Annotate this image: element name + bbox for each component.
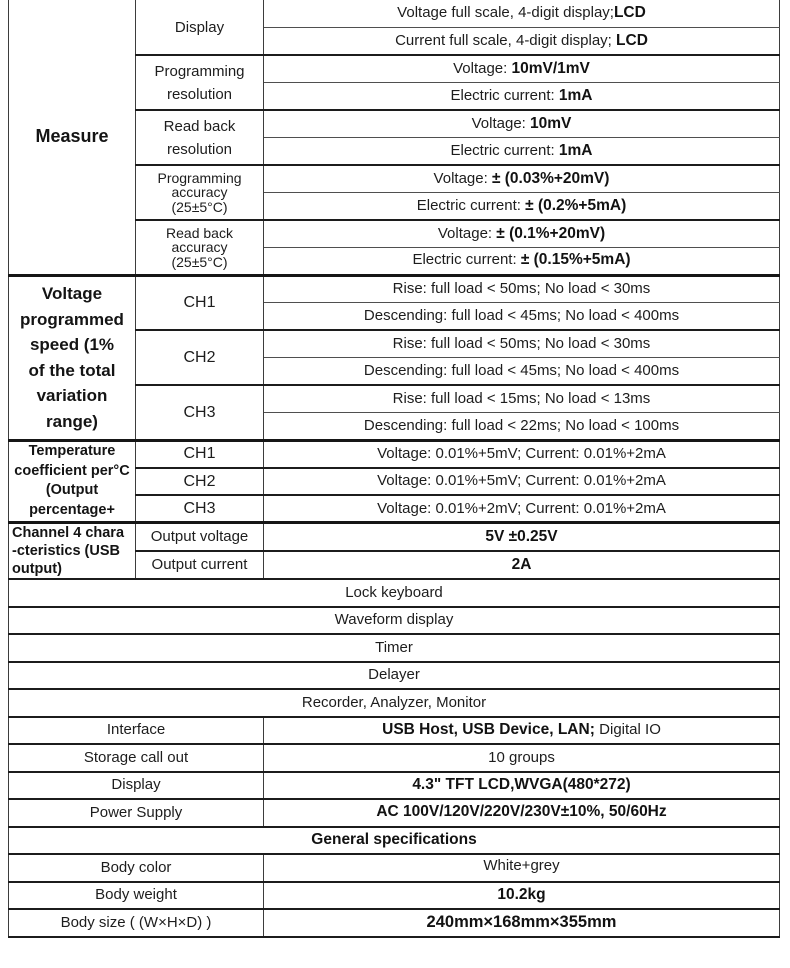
row-ch1-rise bbox=[9, 275, 780, 303]
cell-power-label: Power Supply bbox=[9, 799, 264, 827]
cell-display-voltage: Voltage full scale, 4-digit display;LCD bbox=[264, 0, 780, 28]
cell-tempco-ch2: CH2 bbox=[136, 468, 264, 496]
cell-interface-label: Interface bbox=[9, 717, 264, 745]
cell-tempco-ch3-value: Voltage: 0.01%+2mV; Current: 0.01%+2mA bbox=[264, 495, 780, 523]
cell-readacc-current: Electric current: ± (0.15%+5mA) bbox=[264, 248, 780, 276]
row-body-color bbox=[9, 854, 780, 882]
feature-lock-keyboard: Lock keyboard bbox=[9, 579, 780, 607]
cell-readacc-label: Read back accuracy (25±5°C) bbox=[136, 220, 264, 275]
cell-ch3-rise: Rise: full load < 15ms; No load < 13ms bbox=[264, 385, 780, 413]
cell-display-label: Display bbox=[136, 0, 264, 55]
feature-timer: Timer bbox=[9, 634, 780, 662]
cell-power-value: AC 100V/120V/220V/230V±10%, 50/60Hz bbox=[264, 799, 780, 827]
cell-body-size-label: Body size ( (W×H×D) ) bbox=[9, 909, 264, 937]
general-specifications-header: General specifications bbox=[9, 827, 780, 855]
cell-speed-ch2: CH2 bbox=[136, 330, 264, 385]
cell-readres-voltage: Voltage: 10mV bbox=[264, 110, 780, 138]
cell-body-color-label: Body color bbox=[9, 854, 264, 882]
cell-progacc-voltage: Voltage: ± (0.03%+20mV) bbox=[264, 165, 780, 193]
row-interface bbox=[9, 717, 780, 745]
cell-tempco-ch1: CH1 bbox=[136, 440, 264, 468]
measure-title: Measure bbox=[35, 125, 109, 146]
row-display-voltage bbox=[9, 0, 780, 28]
cell-storage-label: Storage call out bbox=[9, 744, 264, 772]
cell-tempco-ch2-value: Voltage: 0.01%+5mV; Current: 0.01%+2mA bbox=[264, 468, 780, 496]
spec-table bbox=[8, 0, 780, 938]
row-feature-timer bbox=[9, 634, 780, 662]
cell-usb-title: Channel 4 chara -cteristics (USB output) bbox=[9, 523, 136, 580]
row-general-header bbox=[9, 827, 780, 855]
cell-tempco-title: Temperature coefficient per°C (Output percentage+ bbox=[9, 440, 136, 523]
row-body-size bbox=[9, 909, 780, 937]
row-feature-recorder bbox=[9, 689, 780, 717]
cell-ch1-desc: Descending: full load < 45ms; No load < 400ms bbox=[264, 303, 780, 331]
cell-progres-label: Programming resolution bbox=[136, 55, 264, 110]
cell-ch3-desc: Descending: full load < 22ms; No load < 100ms bbox=[264, 413, 780, 441]
cell-readacc-voltage: Voltage: ± (0.1%+20mV) bbox=[264, 220, 780, 248]
cell-speed-ch3: CH3 bbox=[136, 385, 264, 440]
row-storage bbox=[9, 744, 780, 772]
feature-waveform-display: Waveform display bbox=[9, 607, 780, 635]
cell-tempco-ch1-value: Voltage: 0.01%+5mV; Current: 0.01%+2mA bbox=[264, 440, 780, 468]
cell-body-size-value: 240mm×168mm×355mm bbox=[264, 909, 780, 937]
cell-progres-voltage: Voltage: 10mV/1mV bbox=[264, 55, 780, 83]
row-display-spec bbox=[9, 772, 780, 800]
row-feature-waveform bbox=[9, 607, 780, 635]
cell-ch2-rise: Rise: full load < 50ms; No load < 30ms bbox=[264, 330, 780, 358]
cell-body-weight-value: 10.2kg bbox=[264, 882, 780, 910]
row-feature-lock-keyboard bbox=[9, 579, 780, 607]
cell-displayspec-label: Display bbox=[9, 772, 264, 800]
cell-usb-voltage-value: 5V ±0.25V bbox=[264, 523, 780, 551]
cell-displayspec-value: 4.3" TFT LCD,WVGA(480*272) bbox=[264, 772, 780, 800]
row-body-weight bbox=[9, 882, 780, 910]
cell-measure-title bbox=[9, 0, 136, 275]
cell-usb-voltage-label: Output voltage bbox=[136, 523, 264, 551]
cell-usb-current-value: 2A bbox=[264, 551, 780, 579]
cell-display-current: Current full scale, 4-digit display; LCD bbox=[264, 28, 780, 56]
cell-body-color-value: White+grey bbox=[264, 854, 780, 882]
cell-progacc-label: Programming accuracy (25±5°C) bbox=[136, 165, 264, 220]
cell-readres-label: Read back resolution bbox=[136, 110, 264, 165]
row-tempco-ch1 bbox=[9, 440, 780, 468]
cell-usb-current-label: Output current bbox=[136, 551, 264, 579]
feature-delayer: Delayer bbox=[9, 662, 780, 690]
feature-recorder-analyzer-monitor: Recorder, Analyzer, Monitor bbox=[9, 689, 780, 717]
row-feature-delayer bbox=[9, 662, 780, 690]
cell-ch2-desc: Descending: full load < 45ms; No load < 400ms bbox=[264, 358, 780, 386]
cell-body-weight-label: Body weight bbox=[9, 882, 264, 910]
cell-interface-value: USB Host, USB Device, LAN; Digital IO bbox=[264, 717, 780, 745]
cell-progres-current: Electric current: 1mA bbox=[264, 83, 780, 111]
row-power-supply bbox=[9, 799, 780, 827]
row-usb-voltage bbox=[9, 523, 780, 551]
cell-speed-title: Voltage programmed speed (1% of the total variation range) bbox=[9, 275, 136, 440]
cell-ch1-rise: Rise: full load < 50ms; No load < 30ms bbox=[264, 275, 780, 303]
cell-readres-current: Electric current: 1mA bbox=[264, 138, 780, 166]
cell-speed-ch1: CH1 bbox=[136, 275, 264, 330]
cell-storage-value: 10 groups bbox=[264, 744, 780, 772]
cell-tempco-ch3: CH3 bbox=[136, 495, 264, 523]
cell-progacc-current: Electric current: ± (0.2%+5mA) bbox=[264, 193, 780, 221]
